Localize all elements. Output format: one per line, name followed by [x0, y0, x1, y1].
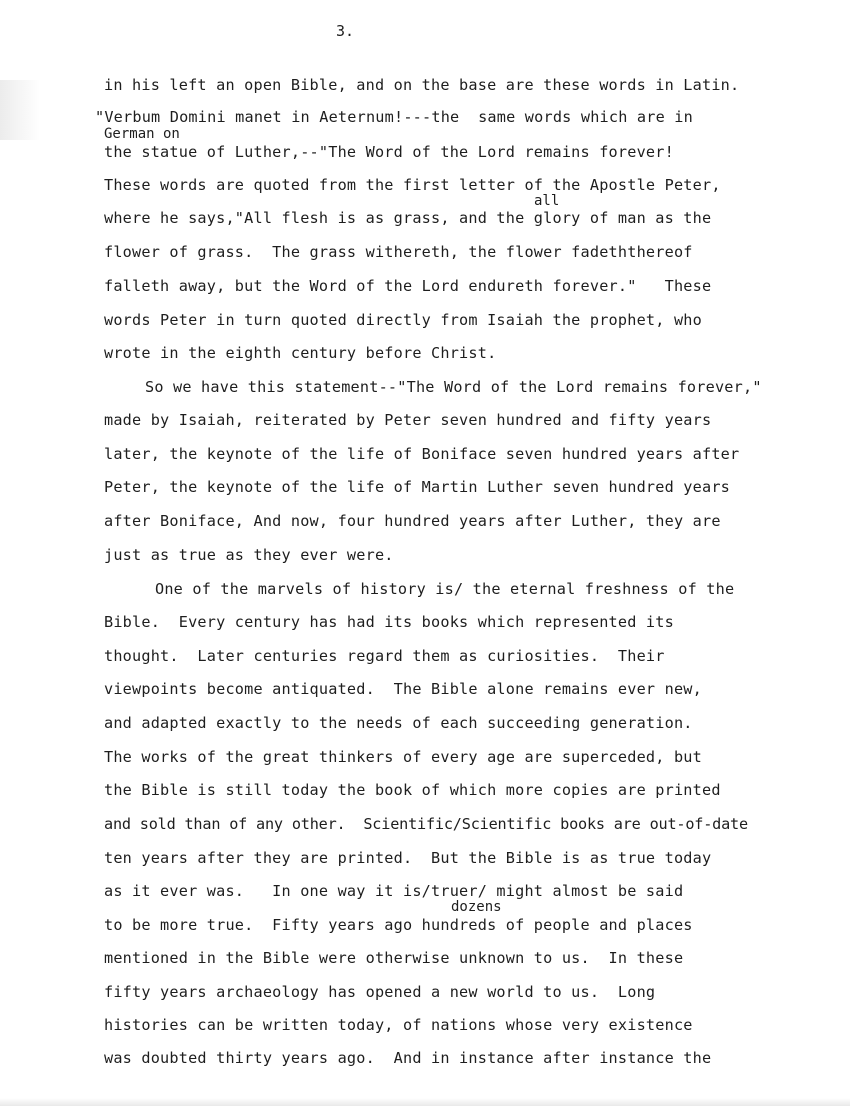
text-line: ten years after they are printed. But the Bible is as true today: [104, 849, 712, 867]
text-line: flower of grass. The grass withereth, the flower fadeththereof: [104, 243, 693, 261]
text-line: thought. Later centuries regard them as curiosities. Their: [104, 647, 665, 665]
text-line: Peter, the keynote of the life of Martin Luther seven hundred years: [104, 478, 731, 496]
text-line: made by Isaiah, reiterated by Peter seven hundred and fifty years: [104, 411, 712, 429]
scan-edge-shadow: [0, 80, 40, 140]
text-line: and sold than of any other. Scientific/Scientific books are out-of-date: [104, 815, 748, 833]
text-line: and adapted exactly to the needs of each succeeding generation.: [104, 714, 693, 732]
text-line: as it ever was. In one way it is/truer/ might almost be said: [104, 882, 684, 900]
text-line: later, the keynote of the life of Boniface seven hundred years after: [104, 445, 740, 463]
text-line: falleth away, but the Word of the Lord endureth forever." These: [104, 277, 712, 295]
text-line: "Verbum Domini manet in Aeternum!---the same words which are in: [95, 108, 693, 126]
text-line: These words are quoted from the first letter of the Apostle Peter,: [104, 176, 721, 194]
text-line: in his left an open Bible, and on the base are these words in Latin.: [104, 76, 740, 94]
text-line: The works of the great thinkers of every age are superceded, but: [104, 748, 702, 766]
text-line: One of the marvels of history is/ the eternal freshness of the: [155, 580, 735, 598]
text-line: mentioned in the Bible were otherwise unknown to us. In these: [104, 949, 684, 967]
inserted-text: dozens: [451, 899, 502, 915]
text-line: Bible. Every century has had its books which represented its: [104, 613, 674, 631]
inserted-text: German on: [104, 126, 180, 142]
text-line: after Boniface, And now, four hundred years after Luther, they are: [104, 512, 721, 530]
scan-bottom-shadow: [0, 1098, 850, 1106]
text-line: words Peter in turn quoted directly from Isaiah the prophet, who: [104, 311, 702, 329]
text-line: viewpoints become antiquated. The Bible alone remains ever new,: [104, 680, 702, 698]
text-line: just as true as they ever were.: [104, 546, 394, 564]
text-line: where he says,"All flesh is as grass, and the glory of man as the: [104, 209, 712, 227]
text-line: the statue of Luther,--"The Word of the Lord remains forever!: [104, 143, 674, 161]
text-line: fifty years archaeology has opened a new world to us. Long: [104, 983, 656, 1001]
text-line: So we have this statement--"The Word of the Lord remains forever,": [145, 378, 762, 396]
text-line: the Bible is still today the book of which more copies are printed: [104, 781, 721, 799]
page-number: 3.: [336, 22, 355, 40]
text-line: was doubted thirty years ago. And in instance after instance the: [104, 1049, 712, 1067]
text-line: wrote in the eighth century before Christ.: [104, 344, 497, 362]
text-line: histories can be written today, of nations whose very existence: [104, 1016, 693, 1034]
text-line: to be more true. Fifty years ago hundreds of people and places: [104, 916, 693, 934]
inserted-text: all: [534, 193, 560, 209]
